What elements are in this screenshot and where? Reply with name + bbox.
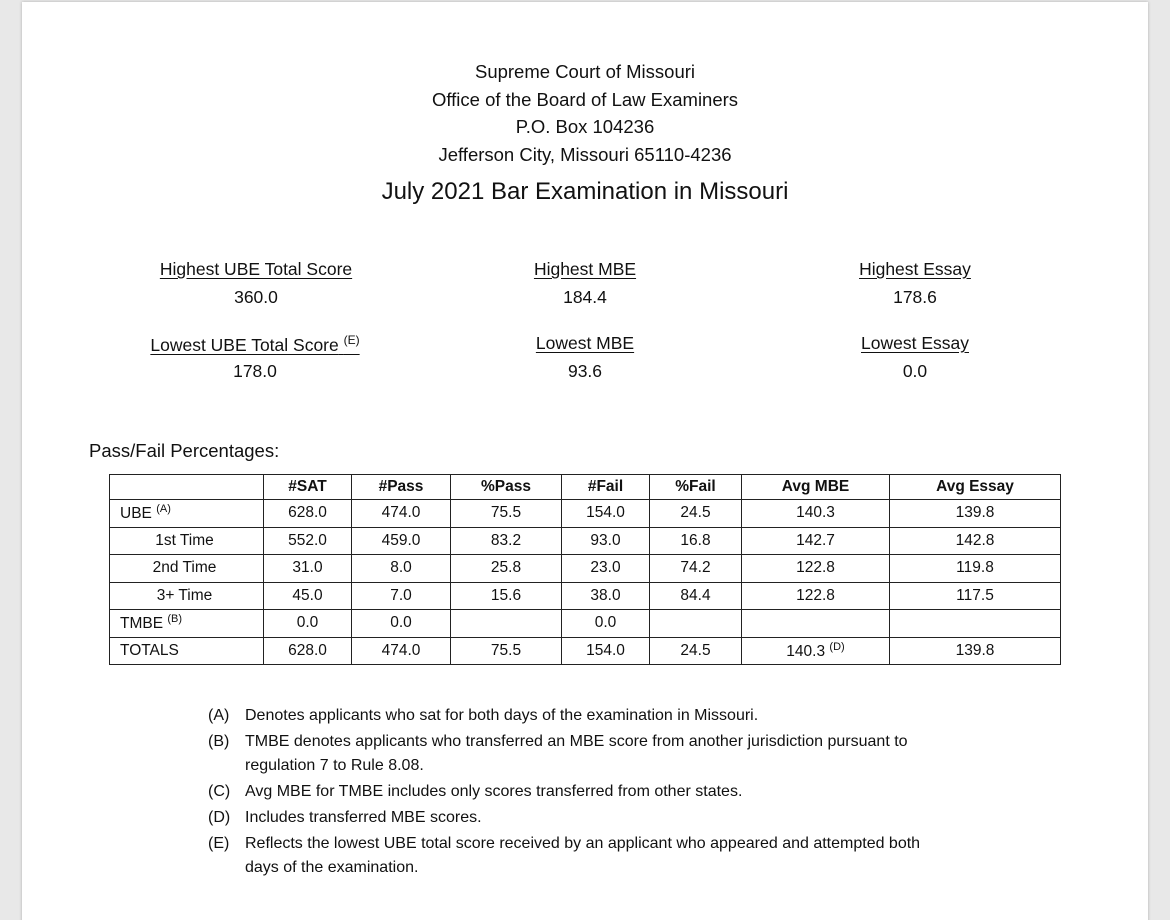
stat-value: 178.6 xyxy=(893,287,937,307)
stat-label: Highest Essay xyxy=(859,259,971,279)
table-cell: 38.0 xyxy=(562,582,650,610)
row-label: TOTALS xyxy=(110,637,264,665)
stat-label: Lowest MBE xyxy=(535,333,635,353)
table-cell: 154.0 xyxy=(562,637,650,665)
table-cell: 474.0 xyxy=(352,637,451,665)
footnote-text: TMBE denotes applicants who transferred an MBE score from another jurisdiction pursuant to regulation 7 to Rule 8.08. xyxy=(245,733,908,774)
footnote-ref-d: (D) xyxy=(829,640,845,653)
table-cell: 154.0 xyxy=(562,500,650,528)
stat-highest-mbe xyxy=(435,259,735,308)
document-page xyxy=(22,2,1148,920)
footnote-item xyxy=(208,780,945,804)
row-label xyxy=(110,610,264,638)
footnote-text: Reflects the lowest UBE total score received by an applicant who appeared and attempted both days of the examination. xyxy=(245,835,921,876)
table-cell: 122.8 xyxy=(742,555,890,583)
footnote-text: Denotes applicants who sat for both days of the examination in Missouri. xyxy=(245,707,759,724)
table-cell: 117.5 xyxy=(890,582,1061,610)
column-header: #Fail xyxy=(562,475,650,500)
table-cell: 628.0 xyxy=(264,637,352,665)
table-row xyxy=(110,582,1061,610)
footnote-key: (A) xyxy=(208,707,230,724)
letterhead-line-city: Jefferson City, Missouri 65110-4236 xyxy=(438,143,732,165)
table-cell: 7.0 xyxy=(352,582,451,610)
row-label-text: TMBE xyxy=(120,615,164,633)
table-cell: 45.0 xyxy=(264,582,352,610)
table-row xyxy=(110,555,1061,583)
stat-value: 184.4 xyxy=(563,287,607,307)
column-header: Avg Essay xyxy=(890,475,1061,500)
table-cell: 74.2 xyxy=(650,555,742,583)
table-row xyxy=(110,610,1061,638)
stat-highest-essay xyxy=(765,259,1065,308)
table-cell: 119.8 xyxy=(890,555,1061,583)
column-header: Avg MBE xyxy=(742,475,890,500)
table-cell: 83.2 xyxy=(451,527,562,555)
table-cell: 93.0 xyxy=(562,527,650,555)
footnote-text: Avg MBE for TMBE includes only scores transferred from other states. xyxy=(245,783,743,800)
footnotes xyxy=(208,704,945,882)
row-label-text: UBE xyxy=(120,505,152,523)
table-cell: 31.0 xyxy=(264,555,352,583)
letterhead-line-court: Supreme Court of Missouri xyxy=(474,61,696,82)
table-cell: 122.8 xyxy=(742,582,890,610)
table-cell: 0.0 xyxy=(264,610,352,638)
table-cell: 24.5 xyxy=(650,500,742,528)
table-cell xyxy=(451,610,562,638)
stat-lowest-mbe xyxy=(435,333,735,382)
footnote-text: Includes transferred MBE scores. xyxy=(245,809,482,826)
letterhead xyxy=(22,58,1148,168)
column-header xyxy=(110,475,264,500)
footnote-item xyxy=(208,704,945,728)
stat-lowest-ube xyxy=(105,333,405,382)
table-cell: 552.0 xyxy=(264,527,352,555)
table-cell: 23.0 xyxy=(562,555,650,583)
footnote-item xyxy=(208,806,945,830)
stat-label-text: Lowest UBE Total Score xyxy=(150,334,339,355)
table-cell: 139.8 xyxy=(890,637,1061,665)
table-cell: 75.5 xyxy=(451,637,562,665)
table-cell: 474.0 xyxy=(352,500,451,528)
footnote-item xyxy=(208,730,945,778)
row-label: 2nd Time xyxy=(110,555,264,583)
table-cell: 16.8 xyxy=(650,527,742,555)
table-cell: 75.5 xyxy=(451,500,562,528)
letterhead-line-office: Office of the Board of Law Examiners xyxy=(431,88,739,110)
cell-value: 140.3 xyxy=(786,642,826,660)
row-label xyxy=(110,500,264,528)
footnote-key: (B) xyxy=(208,733,230,750)
column-header: %Pass xyxy=(451,475,562,500)
table-cell xyxy=(742,637,890,665)
table-cell xyxy=(650,610,742,638)
table-cell xyxy=(742,610,890,638)
table-cell: 84.4 xyxy=(650,582,742,610)
table-cell: 0.0 xyxy=(562,610,650,638)
table-cell: 8.0 xyxy=(352,555,451,583)
footnote-key: (D) xyxy=(208,809,231,826)
table-cell: 0.0 xyxy=(352,610,451,638)
table-cell: 459.0 xyxy=(352,527,451,555)
column-header: #Pass xyxy=(352,475,451,500)
table-row xyxy=(110,500,1061,528)
table-cell: 139.8 xyxy=(890,500,1061,528)
footnote-key: (C) xyxy=(208,783,231,800)
stat-highest-ube xyxy=(106,259,406,308)
pass-fail-table xyxy=(109,474,1061,665)
table-cell: 140.3 xyxy=(742,500,890,528)
row-label: 3+ Time xyxy=(110,582,264,610)
row-label: 1st Time xyxy=(110,527,264,555)
table-cell: 24.5 xyxy=(650,637,742,665)
stat-value: 360.0 xyxy=(234,287,278,307)
pass-fail-heading: Pass/Fail Percentages: xyxy=(89,440,280,461)
table-row-totals xyxy=(110,637,1061,665)
table-cell: 142.8 xyxy=(890,527,1061,555)
stat-lowest-essay xyxy=(765,333,1065,382)
table-header-row xyxy=(110,475,1061,500)
footnote-ref-e: (E) xyxy=(343,333,360,347)
column-header: %Fail xyxy=(650,475,742,500)
table-cell xyxy=(890,610,1061,638)
footnote-item xyxy=(208,832,945,880)
stat-label: Highest MBE xyxy=(533,259,637,279)
footnote-ref-b: (B) xyxy=(167,613,183,626)
table-cell: 15.6 xyxy=(451,582,562,610)
table-cell: 25.8 xyxy=(451,555,562,583)
stat-value: 93.6 xyxy=(567,361,603,381)
table-cell: 142.7 xyxy=(742,527,890,555)
footnote-key: (E) xyxy=(208,835,230,852)
document-title: July 2021 Bar Examination in Missouri xyxy=(381,178,789,205)
table-cell: 628.0 xyxy=(264,500,352,528)
stat-value: 0.0 xyxy=(902,361,928,381)
stat-label: Highest UBE Total Score xyxy=(159,259,353,279)
letterhead-line-pobox: P.O. Box 104236 xyxy=(515,116,655,137)
table-row xyxy=(110,527,1061,555)
stat-label: Lowest Essay xyxy=(861,333,969,353)
stat-label xyxy=(105,333,405,361)
column-header: #SAT xyxy=(264,475,352,500)
footnote-ref-a: (A) xyxy=(156,503,171,516)
stat-value: 178.0 xyxy=(233,361,277,381)
